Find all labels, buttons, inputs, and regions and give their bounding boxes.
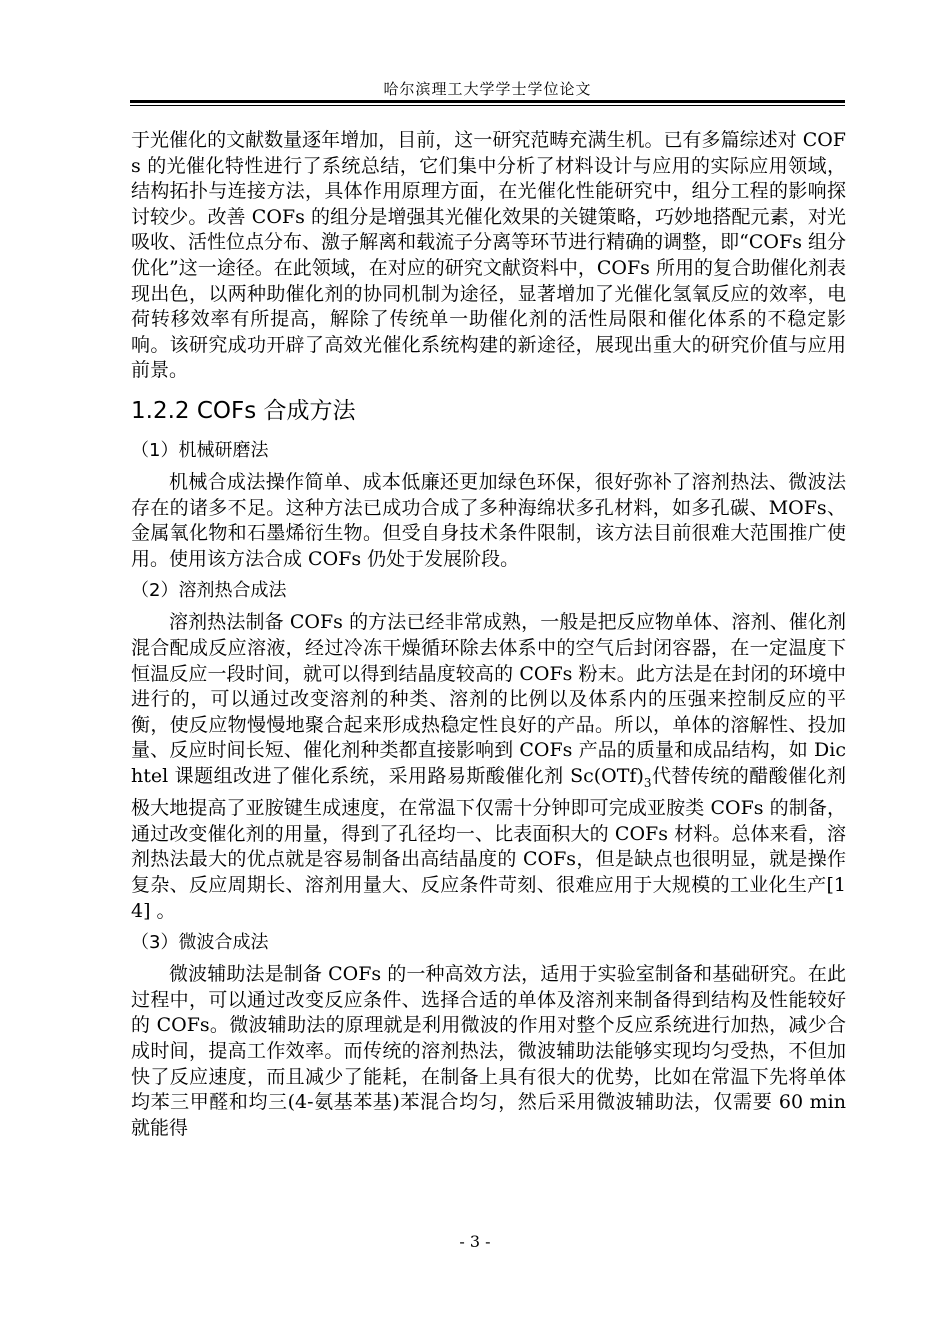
subsection-heading-solvothermal: （2）溶剂热合成法 <box>131 580 287 602</box>
solvothermal-paragraph <box>131 610 846 924</box>
section-heading: 1.2.2 COFs 合成方法 <box>131 397 356 424</box>
subsection-heading-microwave: （3）微波合成法 <box>131 932 269 954</box>
subsection-heading-mechanical: （1）机械研磨法 <box>131 439 269 461</box>
page-body <box>131 128 846 1141</box>
mechanical-paragraph: 机械合成法操作简单、成本低廉还更加绿色环保，很好弥补了溶剂热法、微波法存在的诸多不足。这种方法已成功合成了多种海绵状多孔材料，如多孔碳、MOFs、金属氧化物和石墨烯衍生物。但受自身技术条件限制，该方法目前很难大范围推广使用。使用该方法合成 COFs 仍处于发展阶段。 <box>131 470 846 570</box>
solvothermal-text-a: 溶剂热法制备 COFs 的方法已经非常成熟，一般是把反应物单体、溶剂、催化剂混合配成反应溶液，经过冷冻干燥循环除去体系中的空气后封闭容器，在一定温度下恒温反应一段时间，就可以得到结晶度较高的 COFs 粉末。此方法是在封闭的环境中进行的，可以通过改变溶剂的种类、溶剂的比例以及体系内的压强来控制反应的平衡，使反应物慢慢地聚合起来形成热稳定性良好的产品。所以，单体的溶解性、投加量、反应时间长短、催化剂种类都直接影响到 COFs 产品的质量和成品结构，如 Dichtel 课题组改进了催化系统，采用路易斯酸催化剂 Sc(OTf) <box>131 611 846 787</box>
intro-paragraph: 于光催化的文献数量逐年增加，目前，这一研究范畴充满生机。已有多篇综述对 COFs 的光催化特性进行了系统总结，它们集中分析了材料设计与应用的实际应用领域，结构拓扑与连接方法，具体作用原理方面，在光催化性能研究中，组分工程的影响探讨较少。改善 COFs 的组分是增强其光催化效果的关键策略，巧妙地搭配元素，对光吸收、活性位点分布、激子解离和载流子分离等环节进行精确的调整，即“COFs 组分优化”这一途径。在此领域，在对应的研究文献资料中，COFs 所用的复合助催化剂表现出色，以两种助催化剂的协同机制为途径，显著增加了光催化氢氧反应的效率，电荷转移效率有所提高，解除了传统单一助催化剂的活性局限和催化体系的不稳定影响。该研究成功开辟了高效光催化系统构建的新途径，展现出重大的研究价值与应用前景。 <box>131 129 846 382</box>
running-header: 哈尔滨理工大学学士学位论文 <box>383 80 592 98</box>
microwave-paragraph: 微波辅助法是制备 COFs 的一种高效方法，适用于实验室制备和基础研究。在此过程中，可以通过改变反应条件、选择合适的单体及溶剂来制备得到结构及性能较好的 COFs。微波辅助法的原理就是利用微波的作用对整个反应系统进行加热，减少合成时间，提高工作效率。而传统的溶剂热法，微波辅助法能够实现均匀受热，不但加快了反应速度，而且减少了能耗，在制备上具有很大的优势，比如在常温下先将单体均苯三甲醛和均三(4-氨基苯基)苯混合均匀，然后采用微波辅助法，仅需要 60 min 就能得 <box>131 963 846 1139</box>
header-rule-thin <box>130 105 845 106</box>
header-rule-thick <box>130 100 845 103</box>
subscript-3: 3 <box>643 775 652 790</box>
page-number: - 3 - <box>459 1232 491 1251</box>
solvothermal-text-b: 代替传统的醋酸催化剂极大地提高了亚胺键生成速度，在常温下仅需十分钟即可完成亚胺类 COFs 的制备，通过改变催化剂的用量，得到了孔径均一、比表面积大的 COFs 材料。总体来看，溶剂热法最大的优点就是容易制备出高结晶度的 COFs，但是缺点也很明显，就是操作复杂、反应周期长、溶剂用量大、反应条件苛刻、很难应用于大规模的工业化生产[14] 。 <box>131 764 846 922</box>
